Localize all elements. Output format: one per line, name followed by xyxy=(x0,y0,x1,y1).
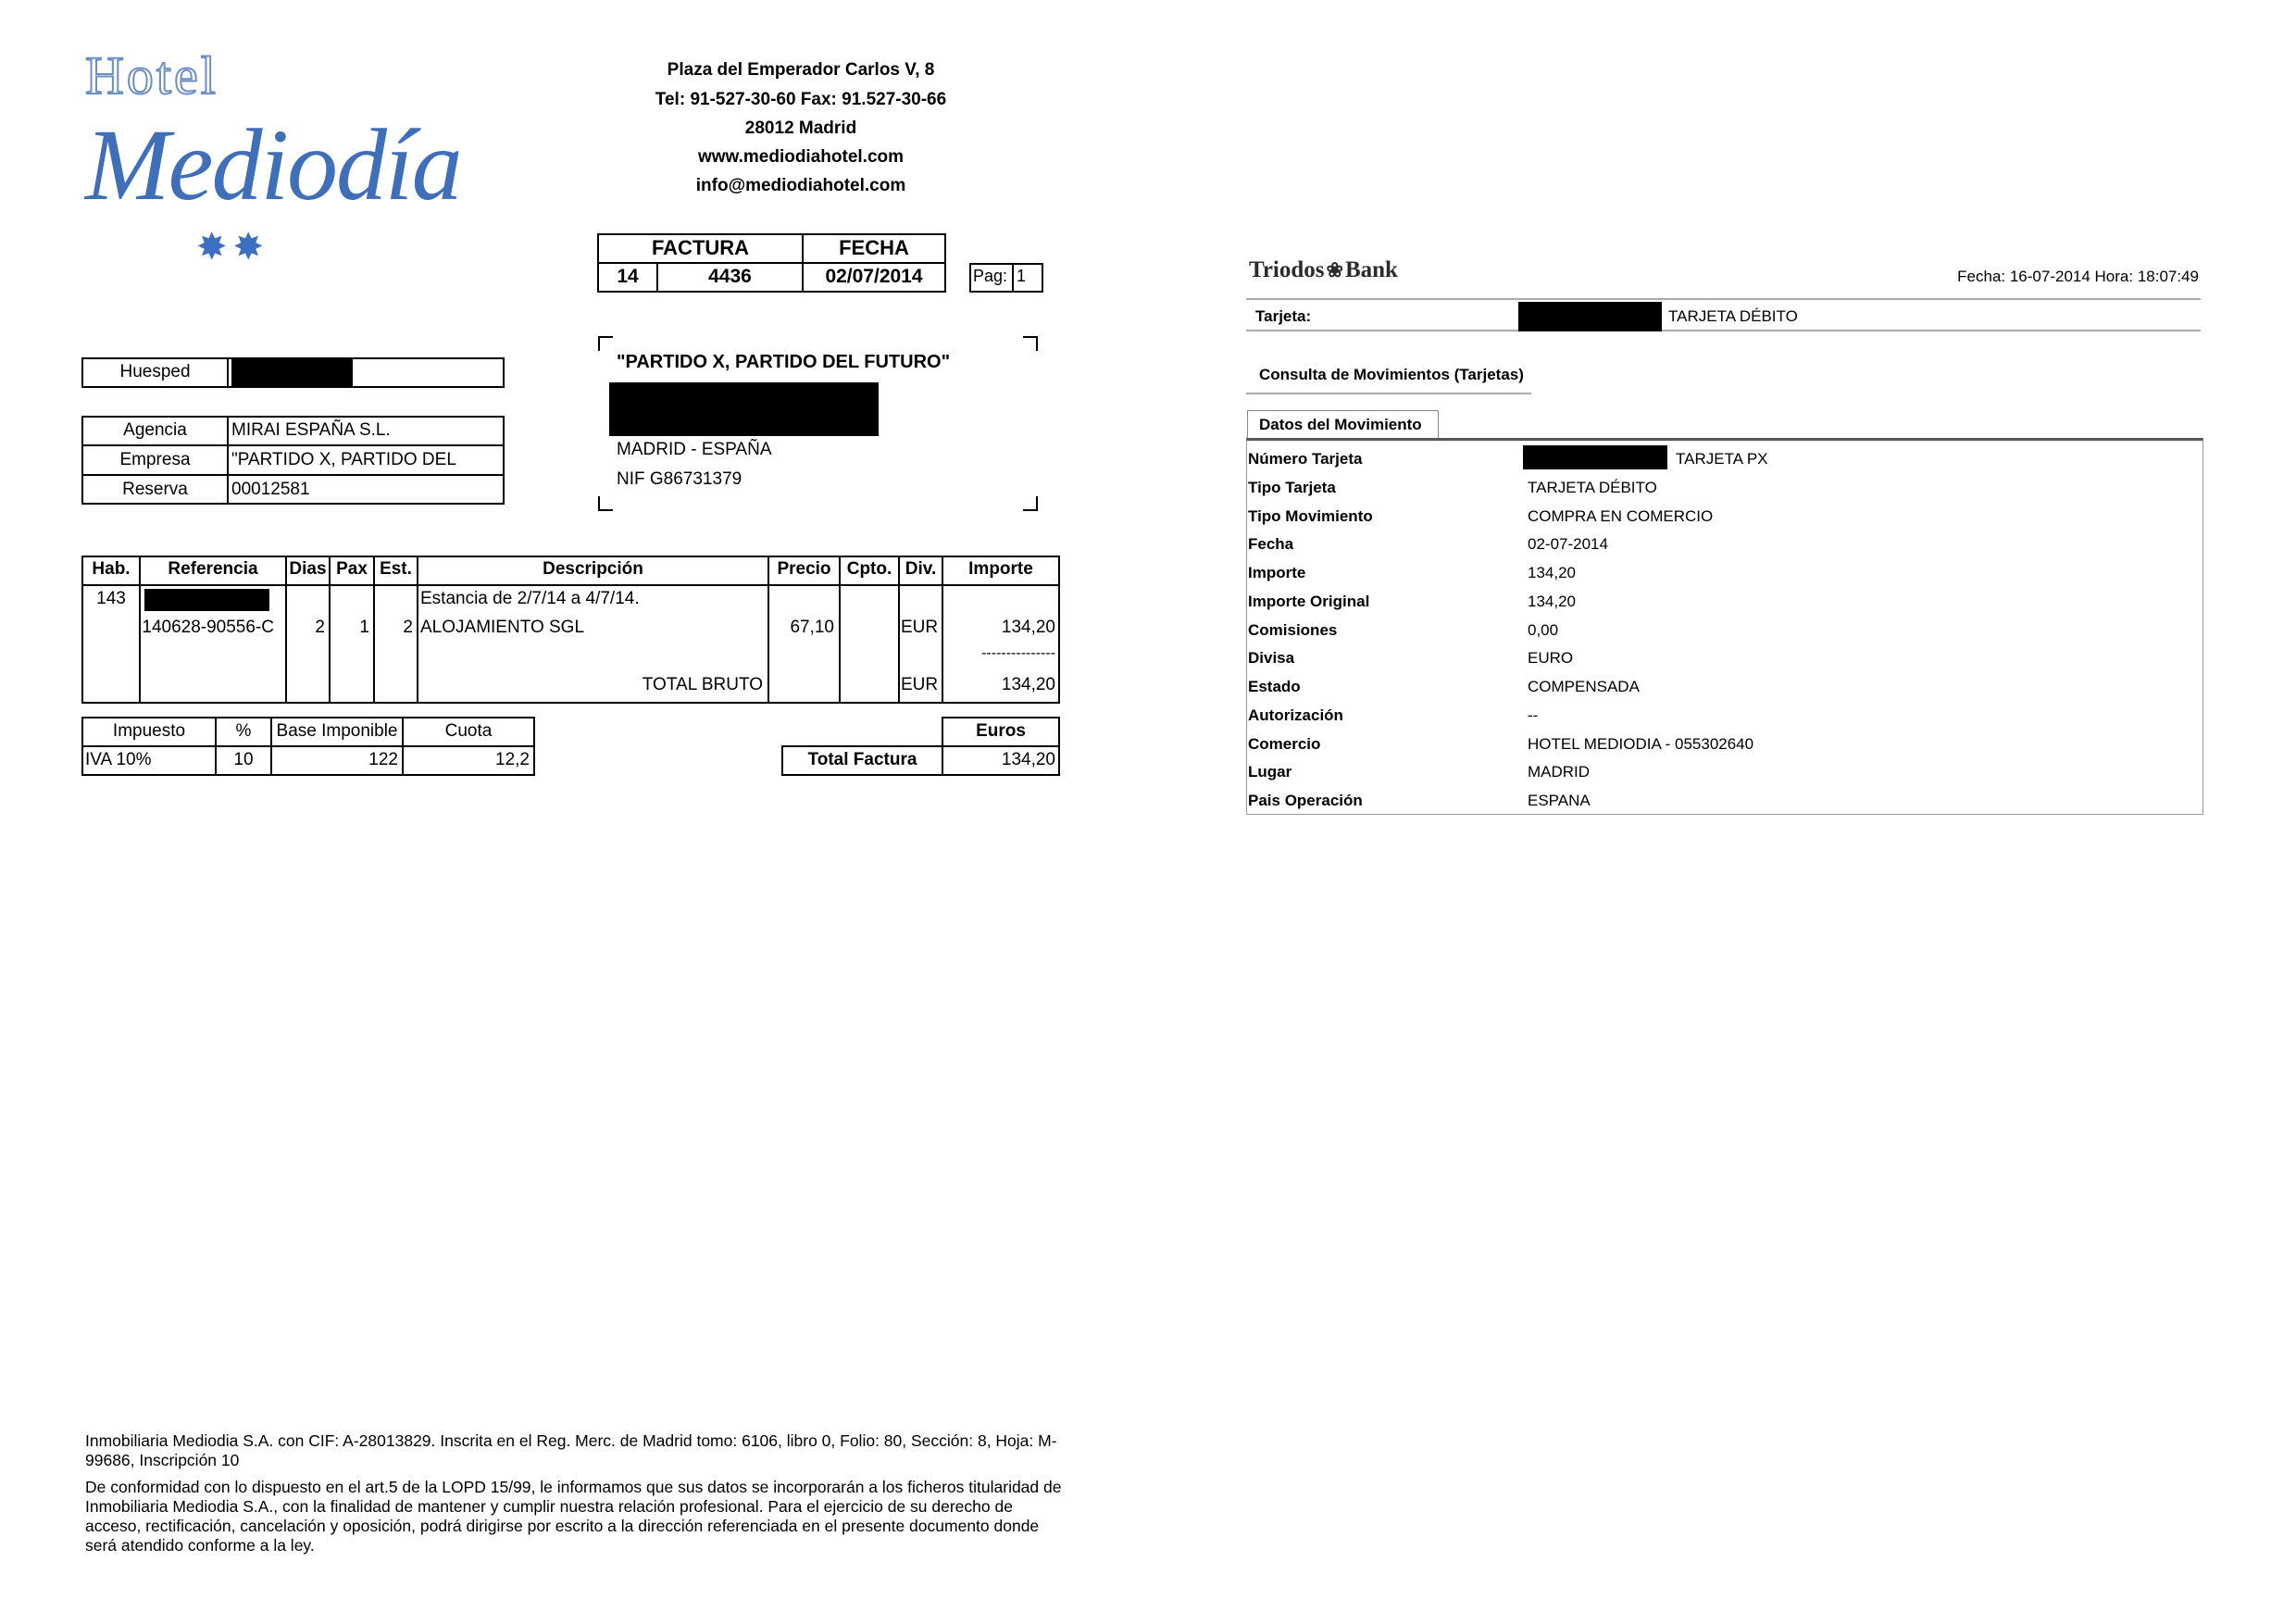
redacted-card-number-2 xyxy=(1523,445,1667,469)
movement-detail-key: Comercio xyxy=(1248,734,1321,753)
movement-detail-value: TARJETA PX xyxy=(1676,450,1768,468)
col-descripcion: Descripción xyxy=(543,559,643,579)
col-div: Div. xyxy=(905,559,937,579)
agencia-label: Agencia xyxy=(123,420,187,440)
hotel-logo-name: Mediodía xyxy=(85,108,461,221)
redacted-reference xyxy=(144,589,269,611)
redacted-guest-name xyxy=(231,358,353,386)
tax-cuota: 12,2 xyxy=(495,750,530,769)
bank-datetime: Fecha: 16-07-2014 Hora: 18:07:49 xyxy=(1957,268,2199,285)
item-hab: 143 xyxy=(96,589,126,608)
col-dias: Dias xyxy=(289,559,327,579)
bank-section-title: Consulta de Movimientos (Tarjetas) xyxy=(1259,366,1524,383)
tax-col-cuota: Cuota xyxy=(444,721,493,741)
movement-detail-key: Importe Original xyxy=(1248,592,1370,610)
item-ref: 140628-90556-C xyxy=(142,618,274,637)
item-precio: 67,10 xyxy=(790,618,834,637)
fecha-label: FECHA xyxy=(839,236,909,259)
movement-detail-key: Pais Operación xyxy=(1248,792,1363,809)
privacy-notice: De conformidad con lo dispuesto en el art.5 de la LOPD 15/99, le informamos que sus datos se incorporarán a los ficheros titularidad de Inmobiliaria Mediodia S.A., con la finalidad de mantener y cumplir nuestra relación profesional. Para el ejercicio de su derecho de acceso, rectificación, cancelación y oposición, podrá dirigirse por escrito a la dirección referenciada en el presente documento donde será atendido conforme a la ley. xyxy=(85,1478,1062,1555)
col-hab: Hab. xyxy=(92,559,131,579)
col-precio: Precio xyxy=(777,559,831,579)
tax-pct: 10 xyxy=(233,750,254,769)
hotel-city: 28012 Madrid xyxy=(744,119,857,138)
item-importe: 134,20 xyxy=(1001,618,1055,637)
page-number: 1 xyxy=(1017,267,1027,285)
movement-detail-key: Tipo Movimiento xyxy=(1248,506,1373,525)
movement-detail-value: MADRID xyxy=(1528,763,1591,781)
tax-base: 122 xyxy=(368,750,398,769)
empresa-label: Empresa xyxy=(119,450,191,469)
movement-detail-key: Estado xyxy=(1248,678,1301,695)
item-est: 2 xyxy=(403,618,413,637)
total-factura-label: Total Factura xyxy=(807,750,917,769)
col-cpto: Cpto. xyxy=(846,559,892,579)
tax-col-pct: % xyxy=(235,721,252,741)
total-bruto-label: TOTAL BRUTO xyxy=(642,675,763,694)
movement-detail-value: COMPRA EN COMERCIO xyxy=(1528,506,1714,525)
movement-detail-key: Autorización xyxy=(1248,706,1343,724)
hotel-web: www.mediodiahotel.com xyxy=(697,147,905,167)
movement-detail-key: Número Tarjeta xyxy=(1248,450,1363,468)
movement-detail-value: COMPENSADA xyxy=(1528,678,1640,695)
movement-detail-value: ESPANA xyxy=(1528,792,1591,809)
tax-impuesto: IVA 10% xyxy=(85,750,152,769)
movement-detail-value: -- xyxy=(1528,706,1539,724)
hotel-email: info@mediodiahotel.com xyxy=(695,176,906,195)
movement-detail-value: HOTEL MEDIODIA - 055302640 xyxy=(1528,734,1754,753)
hotel-phones: Tel: 91-527-30-60 Fax: 91.527-30-66 xyxy=(655,90,947,109)
redacted-recipient-address xyxy=(609,382,879,436)
page-label: Pag: xyxy=(973,267,1008,285)
empresa-value: "PARTIDO X, PARTIDO DEL xyxy=(231,450,456,469)
huesped-label: Huesped xyxy=(119,362,191,381)
item-dias: 2 xyxy=(315,618,325,637)
hotel-address: Plaza del Emperador Carlos V, 8 xyxy=(667,60,935,80)
bank-tarjeta-value: TARJETA DÉBITO xyxy=(1668,307,1798,325)
company-registration: Inmobiliaria Mediodia S.A. con CIF: A-28013829. Inscrita en el Reg. Merc. de Madrid tomo: 6106, libro 0, Folio: 80, Sección: 8, Hoja: M-99686, Inscripción 10 xyxy=(85,1431,1057,1469)
invoice-serie: 14 xyxy=(617,266,639,287)
total-factura-value: 134,20 xyxy=(1001,750,1055,769)
reserva-label: Reserva xyxy=(122,480,188,499)
bank-logo xyxy=(1249,257,1398,283)
movement-detail-key: Importe xyxy=(1248,564,1306,581)
total-bruto-div: EUR xyxy=(901,675,939,694)
movement-detail-key: Tipo Tarjeta xyxy=(1248,478,1336,496)
recipient-location: MADRID - ESPAÑA xyxy=(617,440,772,459)
redacted-card-number xyxy=(1518,302,1662,331)
col-importe: Importe xyxy=(968,559,1033,579)
bank-tarjeta-label: Tarjeta: xyxy=(1255,307,1312,325)
hotel-logo-word: Hotel xyxy=(85,45,218,106)
euros-label: Euros xyxy=(976,721,1026,741)
recipient-name: "PARTIDO X, PARTIDO DEL FUTURO" xyxy=(617,352,951,372)
movement-detail-value: TARJETA DÉBITO xyxy=(1528,478,1657,496)
tab-label: Datos del Movimiento xyxy=(1259,416,1422,433)
tax-col-base: Base Imponible xyxy=(276,721,398,741)
sum-dashes: --------------- xyxy=(981,645,1055,661)
two-stars-icon: ✸✸ xyxy=(196,227,270,268)
col-referencia: Referencia xyxy=(168,559,258,579)
movement-detail-value: 0,00 xyxy=(1528,620,1559,639)
total-bruto-importe: 134,20 xyxy=(1001,675,1055,694)
movement-detail-value: EURO xyxy=(1528,649,1574,668)
tab-datos-movimiento[interactable] xyxy=(1247,410,1439,438)
movement-detail-key: Comisiones xyxy=(1248,620,1338,639)
reserva-value: 00012581 xyxy=(231,480,310,499)
col-pax: Pax xyxy=(336,559,368,579)
item-desc: ALOJAMIENTO SGL xyxy=(420,618,585,637)
movement-detail-key: Lugar xyxy=(1248,763,1292,781)
movement-detail-key: Divisa xyxy=(1248,649,1295,668)
invoice-date: 02/07/2014 xyxy=(825,266,923,287)
agencia-value: MIRAI ESPAÑA S.L. xyxy=(231,420,391,440)
item-pax: 1 xyxy=(359,618,369,637)
tax-col-impuesto: Impuesto xyxy=(112,721,186,741)
col-est: Est. xyxy=(380,559,412,579)
bank-logo-right: Bank xyxy=(1344,257,1398,282)
item-stay: Estancia de 2/7/14 a 4/7/14. xyxy=(420,589,640,608)
movement-detail-value: 02-07-2014 xyxy=(1528,535,1608,554)
movement-detail-value: 134,20 xyxy=(1528,564,1576,581)
movement-detail-value: 134,20 xyxy=(1528,592,1576,610)
bank-logo-left: Triodos xyxy=(1249,257,1325,282)
recipient-nif: NIF G86731379 xyxy=(617,469,742,489)
factura-label: FACTURA xyxy=(651,236,750,259)
invoice-number: 4436 xyxy=(708,266,752,287)
item-div: EUR xyxy=(901,618,939,637)
movement-detail-key: Fecha xyxy=(1248,535,1294,554)
bank-logo-mark-icon: ❀ xyxy=(1326,258,1343,281)
